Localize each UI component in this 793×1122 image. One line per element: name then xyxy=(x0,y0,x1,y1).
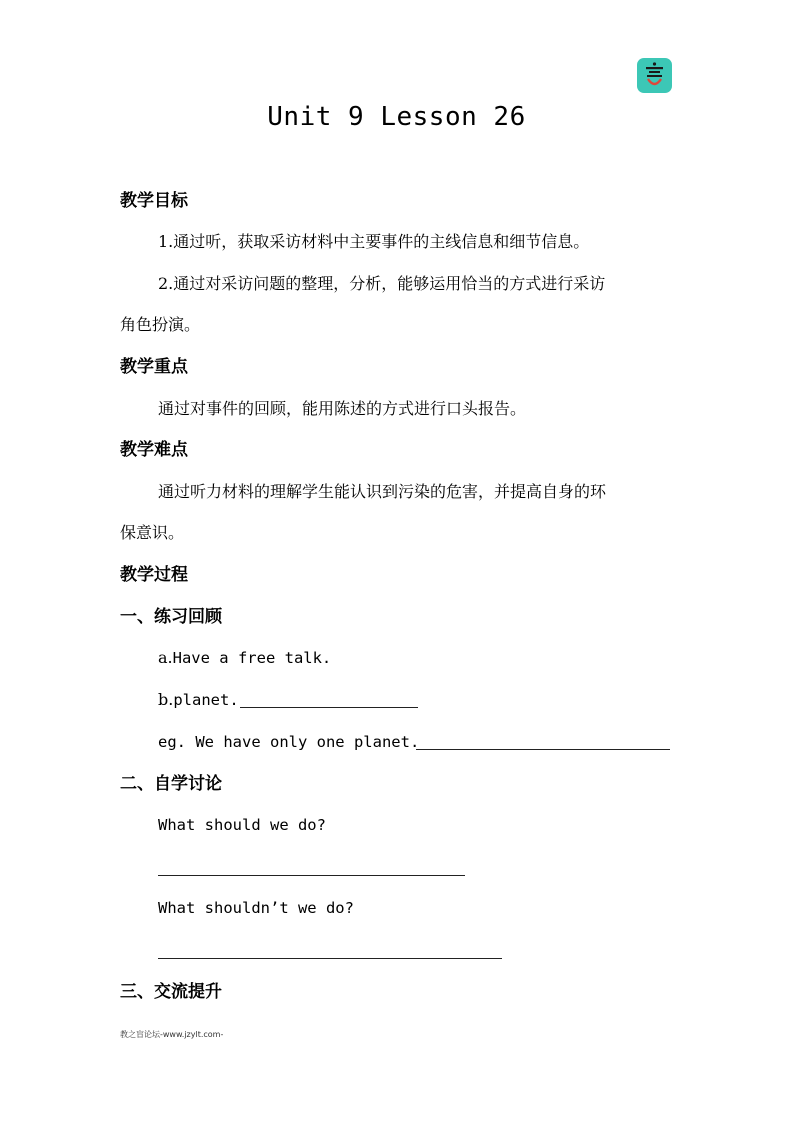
goal-item-2-line-1: 2.通过对采访问题的整理，分析，能够运用恰当的方式进行采访 xyxy=(158,274,606,293)
part3-heading: 三、交流提升 xyxy=(120,982,222,1002)
blank-line-eg xyxy=(416,749,670,750)
part1-item-b xyxy=(158,689,678,711)
difficulties-line-2: 保意识。 xyxy=(120,523,185,542)
blank-line-q1 xyxy=(158,875,465,876)
section-heading-goals: 教学目标 xyxy=(120,191,188,211)
page-title: Unit 9 Lesson 26 xyxy=(267,102,526,132)
goal-item-2-line-2: 角色扮演。 xyxy=(120,315,201,334)
goal-item-1: 1.通过听，获取采访材料中主要事件的主线信息和细节信息。 xyxy=(158,232,590,251)
part1-item-a xyxy=(158,647,678,669)
difficulties-line-1: 通过听力材料的理解学生能认识到污染的危害，并提高自身的环 xyxy=(158,482,607,501)
part1-example: eg. We have only one planet. xyxy=(158,733,420,751)
key-points-text: 通过对事件的回顾，能用陈述的方式进行口头报告。 xyxy=(158,399,527,418)
question-1: What should we do? xyxy=(158,816,326,834)
item-b-prefix: b. xyxy=(158,690,174,709)
section-heading-key-points: 教学重点 xyxy=(120,357,188,377)
part1-heading: 一、练习回顾 xyxy=(120,607,222,627)
question-2: What shouldn’t we do? xyxy=(158,899,354,917)
item-b-text: planet. xyxy=(173,691,239,709)
book-logo-icon xyxy=(637,58,672,93)
footer-text: 教之盲论坛-www.jzylt.com- xyxy=(120,1030,224,1039)
blank-line-b xyxy=(240,707,418,708)
item-a-prefix: a. xyxy=(158,648,173,667)
part2-heading: 二、自学讨论 xyxy=(120,774,222,794)
section-heading-difficulties: 教学难点 xyxy=(120,440,188,460)
blank-line-q2 xyxy=(158,958,502,959)
item-a-text: Have a free talk. xyxy=(172,649,332,667)
section-heading-process: 教学过程 xyxy=(120,565,188,585)
